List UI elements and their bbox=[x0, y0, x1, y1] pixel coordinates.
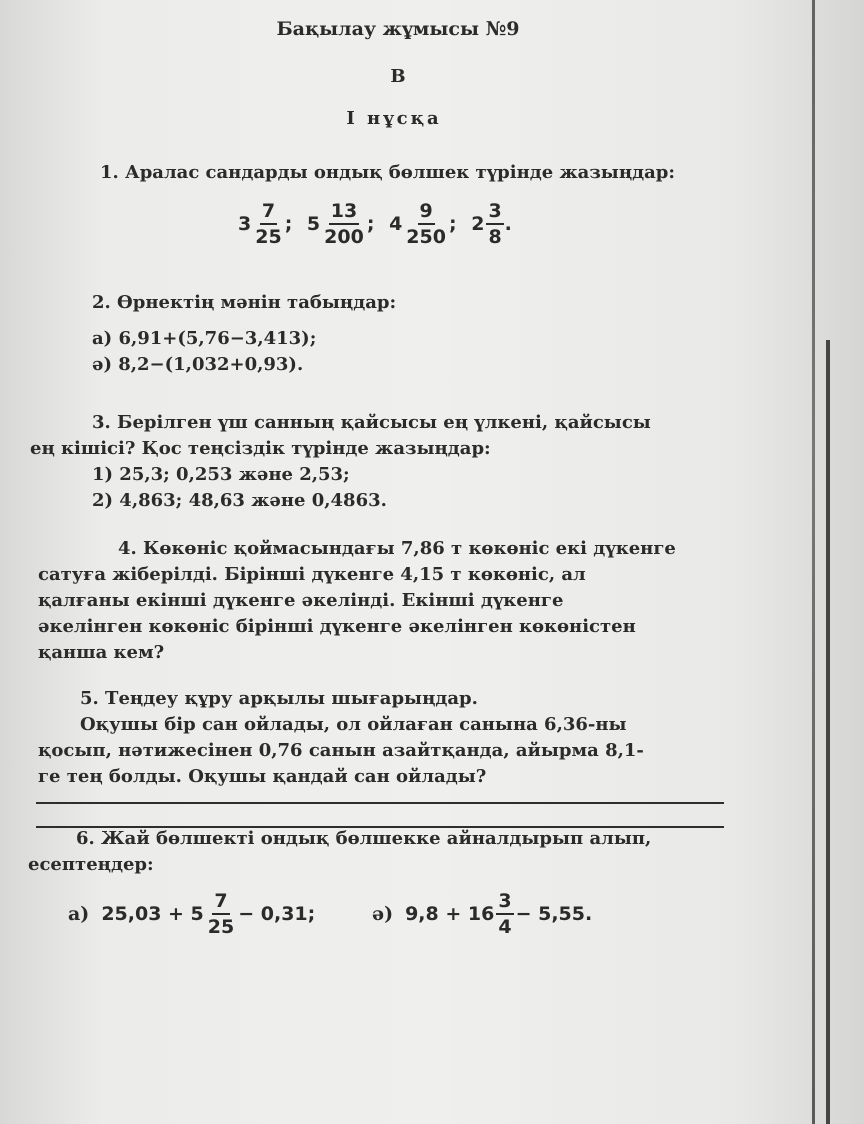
denominator: 25 bbox=[255, 226, 282, 248]
task-4-line: 4. Көкөніс қоймасындағы 7,86 т көкөніс екі дүкенге bbox=[118, 538, 676, 559]
task-4-line: сатуға жіберілді. Бірінші дүкенге 4,15 т көкөніс, ал bbox=[38, 564, 586, 585]
task-2 bbox=[92, 290, 396, 378]
numerator: 13 bbox=[329, 200, 359, 225]
denominator: 4 bbox=[498, 916, 512, 938]
task-2-item-b: ә) 8,2−(1,032+0,93). bbox=[92, 354, 304, 375]
task-6-expression-b bbox=[372, 890, 594, 938]
task-4-line: әкелінген көкөніс бірінші дүкенге әкелінген көкөністен bbox=[38, 616, 636, 637]
task-6 bbox=[28, 826, 728, 878]
task-4-line: қанша кем? bbox=[38, 642, 165, 663]
divider-line bbox=[36, 802, 724, 804]
denominator: 8 bbox=[488, 226, 502, 248]
task-5-line: қосып, нәтижесінен 0,76 санын азайтқанда, айырма 8,1- bbox=[38, 740, 644, 761]
item-label: ә) bbox=[372, 903, 394, 925]
task-5-line: ге тең болды. Оқушы қандай сан ойлады? bbox=[38, 766, 487, 787]
numerator: 3 bbox=[496, 890, 513, 915]
denominator: 250 bbox=[406, 226, 446, 248]
separator: ; bbox=[366, 213, 375, 235]
expression-part: − 5,55. bbox=[515, 903, 593, 925]
mixed-number bbox=[389, 200, 463, 248]
expression-part: 25,03 + 5 bbox=[101, 903, 204, 925]
numerator: 7 bbox=[212, 890, 229, 915]
separator: ; bbox=[284, 213, 293, 235]
task-5-line: Оқушы бір сан ойлады, ол ойлаған санына 6,36-ны bbox=[80, 714, 627, 735]
page-edge-shadow bbox=[826, 340, 830, 1124]
task-5-heading: 5. Теңдеу құру арқылы шығарыңдар. bbox=[80, 688, 478, 709]
worksheet-title: Бақылау жұмысы №9 bbox=[276, 18, 520, 40]
expression-part: − 0,31; bbox=[238, 903, 316, 925]
mixed-number bbox=[238, 200, 298, 248]
variant-letter: В bbox=[390, 66, 406, 87]
denominator: 200 bbox=[324, 226, 364, 248]
task-3-item-1: 1) 25,3; 0,253 және 2,53; bbox=[92, 464, 350, 485]
task-5 bbox=[38, 686, 728, 790]
mixed-number bbox=[307, 200, 381, 248]
whole-part: 5 bbox=[306, 213, 321, 235]
separator: . bbox=[504, 213, 512, 235]
task-4 bbox=[38, 536, 732, 666]
separator: ; bbox=[448, 213, 457, 235]
task-3-line: 3. Берілген үш санның қайсысы ең үлкені, қайсысы bbox=[92, 412, 651, 433]
task-1-fractions bbox=[238, 200, 520, 248]
task-2-text: 2. Өрнектің мәнін табыңдар: bbox=[92, 292, 397, 313]
denominator: 25 bbox=[207, 916, 235, 938]
task-6-expression-a bbox=[68, 890, 317, 938]
task-3 bbox=[30, 410, 732, 514]
mixed-number bbox=[471, 200, 518, 248]
task-4-line: қалғаны екінші дүкенге әкелінді. Екінші дүкенге bbox=[38, 590, 564, 611]
expression-part: 9,8 + 16 bbox=[405, 903, 495, 925]
task-2-item-a: а) 6,91+(5,76−3,413); bbox=[92, 328, 317, 349]
page-edge-line bbox=[812, 0, 815, 1124]
numerator: 9 bbox=[418, 200, 435, 225]
task-3-line: ең кішісі? Қос теңсіздік түрінде жазыңдар: bbox=[30, 438, 491, 459]
whole-part: 3 bbox=[238, 213, 252, 235]
numerator: 3 bbox=[486, 200, 503, 225]
whole-part: 4 bbox=[389, 213, 403, 235]
numerator: 7 bbox=[260, 200, 277, 225]
task-6-line: есептеңдер: bbox=[28, 854, 154, 875]
item-label: а) bbox=[68, 903, 90, 925]
task-3-item-2: 2) 4,863; 48,63 және 0,4863. bbox=[92, 490, 387, 511]
task-6-line: 6. Жай бөлшекті ондық бөлшекке айналдырып алып, bbox=[76, 828, 652, 849]
whole-part: 2 bbox=[471, 213, 485, 235]
variant-label: I нұсқа bbox=[346, 108, 442, 129]
task-1-text: 1. Аралас сандарды ондық бөлшек түрінде жазыңдар: bbox=[100, 162, 676, 183]
